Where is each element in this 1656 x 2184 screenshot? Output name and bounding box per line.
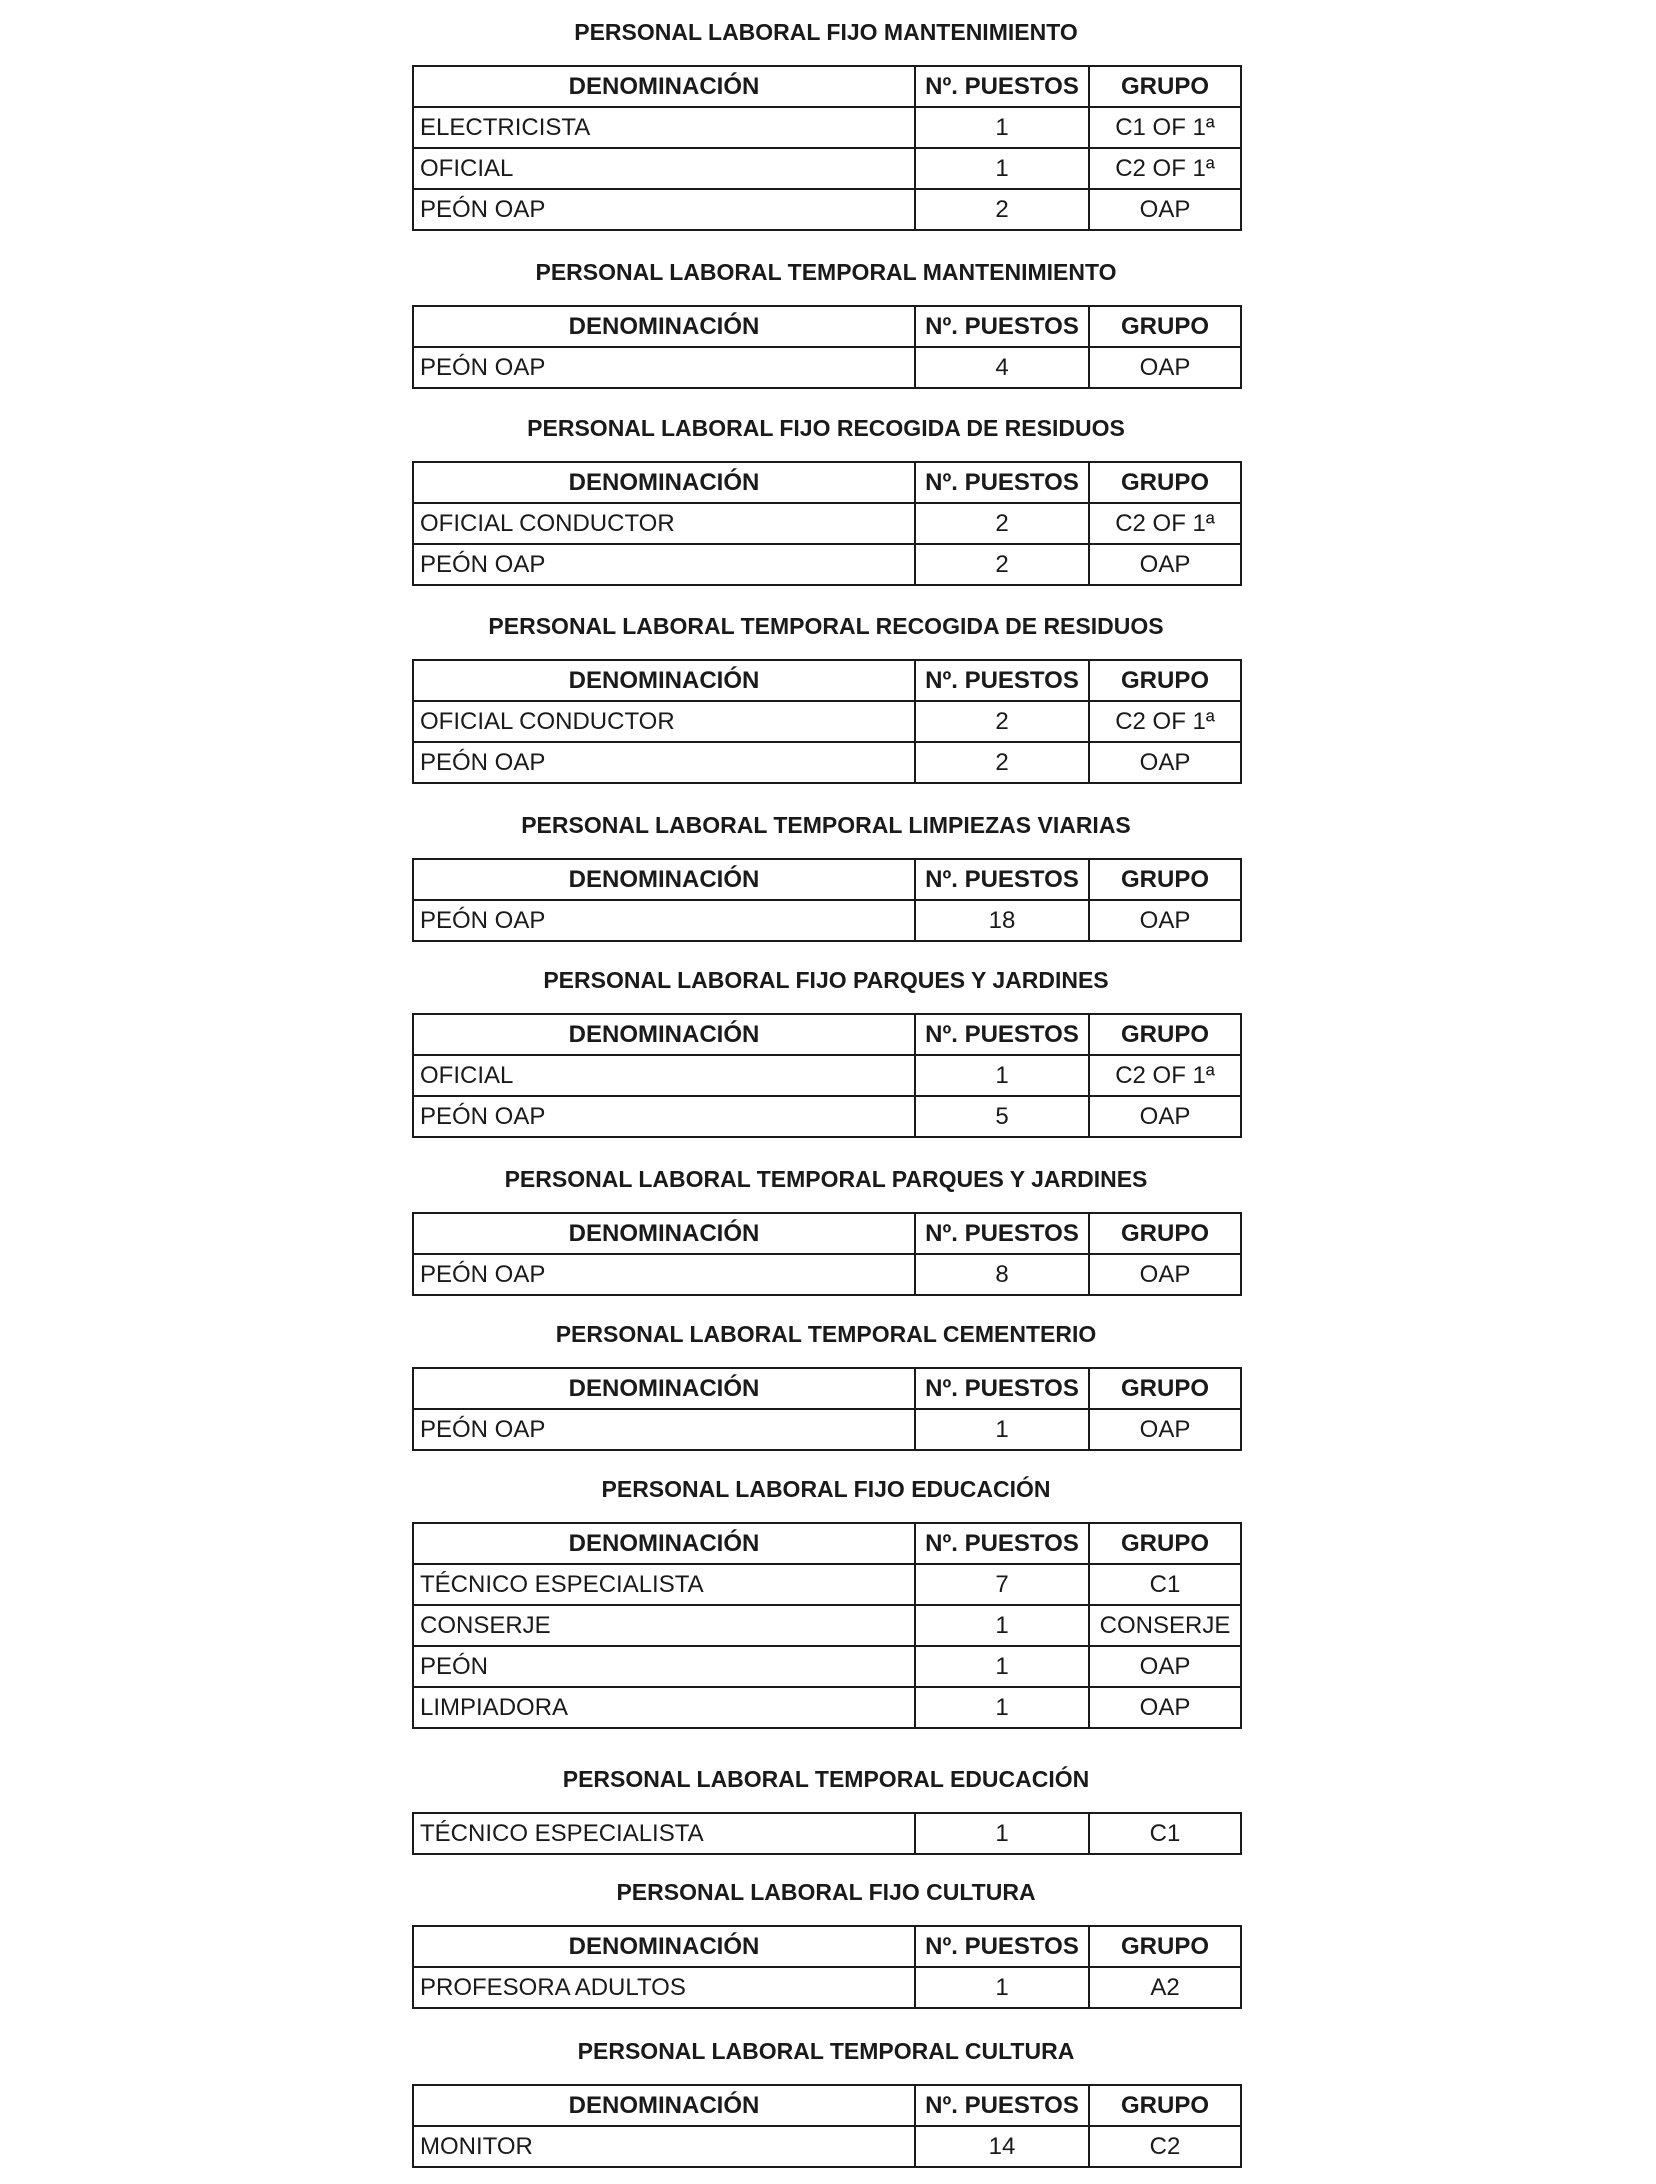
cell-grupo: OAP	[1089, 1646, 1241, 1687]
cell-grupo: OAP	[1089, 1687, 1241, 1728]
cell-denominacion: TÉCNICO ESPECIALISTA	[413, 1813, 915, 1854]
table-header-row	[413, 859, 1241, 900]
header-puestos: Nº. PUESTOS	[915, 2085, 1089, 2126]
header-grupo: GRUPO	[1089, 660, 1241, 701]
staff-table	[412, 1212, 1242, 1296]
cell-grupo: OAP	[1089, 347, 1241, 388]
cell-grupo: CONSERJE	[1089, 1605, 1241, 1646]
staff-section	[412, 812, 1240, 942]
header-puestos: Nº. PUESTOS	[915, 1213, 1089, 1254]
section-title: PERSONAL LABORAL FIJO PARQUES Y JARDINES	[543, 967, 1109, 993]
header-puestos: Nº. PUESTOS	[915, 66, 1089, 107]
cell-denominacion: OFICIAL CONDUCTOR	[413, 701, 915, 742]
staff-table	[412, 1522, 1242, 1729]
header-puestos: Nº. PUESTOS	[915, 1523, 1089, 1564]
header-denominacion: DENOMINACIÓN	[413, 66, 915, 107]
cell-puestos: 1	[915, 1409, 1089, 1450]
header-grupo: GRUPO	[1089, 1523, 1241, 1564]
cell-grupo: C1	[1089, 1564, 1241, 1605]
staff-table	[412, 1925, 1242, 2009]
staff-section	[412, 259, 1240, 389]
cell-grupo: OAP	[1089, 544, 1241, 585]
cell-puestos: 8	[915, 1254, 1089, 1295]
table-row	[413, 1564, 1241, 1605]
table-row	[413, 1055, 1241, 1096]
cell-denominacion: PEÓN OAP	[413, 189, 915, 230]
header-grupo: GRUPO	[1089, 66, 1241, 107]
section-title: PERSONAL LABORAL FIJO MANTENIMIENTO	[574, 19, 1078, 45]
cell-puestos: 1	[915, 107, 1089, 148]
cell-puestos: 1	[915, 1813, 1089, 1854]
header-grupo: GRUPO	[1089, 1926, 1241, 1967]
table-header-row	[413, 1368, 1241, 1409]
section-title: PERSONAL LABORAL TEMPORAL RECOGIDA DE RESIDUOS	[488, 613, 1164, 639]
staff-section	[412, 1879, 1240, 2009]
cell-grupo: OAP	[1089, 1254, 1241, 1295]
cell-denominacion: PEÓN OAP	[413, 544, 915, 585]
table-row	[413, 1409, 1241, 1450]
header-puestos: Nº. PUESTOS	[915, 1014, 1089, 1055]
cell-grupo: A2	[1089, 1967, 1241, 2008]
header-denominacion: DENOMINACIÓN	[413, 660, 915, 701]
section-title: PERSONAL LABORAL TEMPORAL EDUCACIÓN	[562, 1766, 1090, 1792]
cell-puestos: 2	[915, 503, 1089, 544]
table-header-row	[413, 1213, 1241, 1254]
header-puestos: Nº. PUESTOS	[915, 1926, 1089, 1967]
cell-puestos: 1	[915, 1605, 1089, 1646]
cell-grupo: C2	[1089, 2126, 1241, 2167]
cell-puestos: 1	[915, 1646, 1089, 1687]
table-row	[413, 148, 1241, 189]
cell-puestos: 18	[915, 900, 1089, 941]
staff-table	[412, 1367, 1242, 1451]
cell-denominacion: TÉCNICO ESPECIALISTA	[413, 1564, 915, 1605]
cell-denominacion: PEÓN OAP	[413, 742, 915, 783]
table-header-row	[413, 1523, 1241, 1564]
table-row	[413, 1646, 1241, 1687]
staff-section	[412, 2038, 1240, 2168]
table-header-row	[413, 66, 1241, 107]
table-row	[413, 900, 1241, 941]
cell-puestos: 1	[915, 148, 1089, 189]
staff-table	[412, 461, 1242, 586]
cell-grupo: OAP	[1089, 189, 1241, 230]
cell-denominacion: PEÓN	[413, 1646, 915, 1687]
staff-table	[412, 1013, 1242, 1138]
table-row	[413, 189, 1241, 230]
table-row	[413, 1605, 1241, 1646]
table-row	[413, 2126, 1241, 2167]
header-puestos: Nº. PUESTOS	[915, 306, 1089, 347]
header-denominacion: DENOMINACIÓN	[413, 462, 915, 503]
staff-section	[412, 1476, 1240, 1729]
cell-grupo: C2 OF 1ª	[1089, 503, 1241, 544]
table-header-row	[413, 1014, 1241, 1055]
header-denominacion: DENOMINACIÓN	[413, 1523, 915, 1564]
cell-denominacion: PEÓN OAP	[413, 1409, 915, 1450]
staff-section	[412, 1321, 1240, 1451]
table-row	[413, 1096, 1241, 1137]
header-puestos: Nº. PUESTOS	[915, 1368, 1089, 1409]
cell-denominacion: OFICIAL CONDUCTOR	[413, 503, 915, 544]
table-header-row	[413, 660, 1241, 701]
header-denominacion: DENOMINACIÓN	[413, 1014, 915, 1055]
header-puestos: Nº. PUESTOS	[915, 859, 1089, 900]
cell-grupo: OAP	[1089, 1096, 1241, 1137]
table-header-row	[413, 306, 1241, 347]
cell-grupo: OAP	[1089, 742, 1241, 783]
header-grupo: GRUPO	[1089, 1014, 1241, 1055]
section-title: PERSONAL LABORAL FIJO RECOGIDA DE RESIDUOS	[527, 415, 1125, 441]
staff-section	[412, 967, 1240, 1138]
cell-puestos: 2	[915, 189, 1089, 230]
staff-table	[412, 659, 1242, 784]
table-row	[413, 1967, 1241, 2008]
table-header-row	[413, 462, 1241, 503]
cell-puestos: 1	[915, 1687, 1089, 1728]
cell-puestos: 2	[915, 742, 1089, 783]
cell-denominacion: PEÓN OAP	[413, 1254, 915, 1295]
cell-denominacion: PEÓN OAP	[413, 1096, 915, 1137]
header-denominacion: DENOMINACIÓN	[413, 859, 915, 900]
cell-puestos: 1	[915, 1055, 1089, 1096]
header-grupo: GRUPO	[1089, 1368, 1241, 1409]
header-denominacion: DENOMINACIÓN	[413, 1213, 915, 1254]
cell-puestos: 4	[915, 347, 1089, 388]
cell-grupo: OAP	[1089, 1409, 1241, 1450]
header-grupo: GRUPO	[1089, 859, 1241, 900]
table-row	[413, 1813, 1241, 1854]
header-denominacion: DENOMINACIÓN	[413, 1368, 915, 1409]
cell-puestos: 7	[915, 1564, 1089, 1605]
cell-denominacion: CONSERJE	[413, 1605, 915, 1646]
cell-puestos: 2	[915, 544, 1089, 585]
staff-section	[412, 415, 1240, 586]
cell-denominacion: OFICIAL	[413, 148, 915, 189]
section-title: PERSONAL LABORAL TEMPORAL CEMENTERIO	[555, 1321, 1097, 1347]
section-title: PERSONAL LABORAL TEMPORAL CULTURA	[577, 2038, 1075, 2064]
cell-grupo: C1 OF 1ª	[1089, 107, 1241, 148]
table-header-row	[413, 2085, 1241, 2126]
cell-denominacion: PROFESORA ADULTOS	[413, 1967, 915, 2008]
table-row	[413, 701, 1241, 742]
cell-denominacion: PEÓN OAP	[413, 900, 915, 941]
cell-grupo: C1	[1089, 1813, 1241, 1854]
header-grupo: GRUPO	[1089, 462, 1241, 503]
table-row	[413, 742, 1241, 783]
header-puestos: Nº. PUESTOS	[915, 660, 1089, 701]
cell-puestos: 1	[915, 1967, 1089, 2008]
section-title: PERSONAL LABORAL FIJO EDUCACIÓN	[601, 1476, 1051, 1502]
cell-denominacion: PEÓN OAP	[413, 347, 915, 388]
cell-grupo: C2 OF 1ª	[1089, 1055, 1241, 1096]
cell-grupo: C2 OF 1ª	[1089, 701, 1241, 742]
section-title: PERSONAL LABORAL TEMPORAL LIMPIEZAS VIARIAS	[521, 812, 1131, 838]
cell-puestos: 14	[915, 2126, 1089, 2167]
cell-denominacion: LIMPIADORA	[413, 1687, 915, 1728]
table-row	[413, 503, 1241, 544]
section-title: PERSONAL LABORAL FIJO CULTURA	[616, 1879, 1036, 1905]
staff-section	[412, 19, 1240, 231]
cell-puestos: 5	[915, 1096, 1089, 1137]
cell-grupo: OAP	[1089, 900, 1241, 941]
header-denominacion: DENOMINACIÓN	[413, 306, 915, 347]
staff-table	[412, 65, 1242, 231]
staff-section	[412, 613, 1240, 784]
staff-table	[412, 305, 1242, 389]
section-title: PERSONAL LABORAL TEMPORAL MANTENIMIENTO	[535, 259, 1117, 285]
section-title: PERSONAL LABORAL TEMPORAL PARQUES Y JARDINES	[504, 1166, 1148, 1192]
cell-denominacion: OFICIAL	[413, 1055, 915, 1096]
table-row	[413, 107, 1241, 148]
header-puestos: Nº. PUESTOS	[915, 462, 1089, 503]
table-header-row	[413, 1926, 1241, 1967]
staff-table	[412, 1812, 1242, 1855]
table-row	[413, 1687, 1241, 1728]
header-grupo: GRUPO	[1089, 306, 1241, 347]
cell-denominacion: MONITOR	[413, 2126, 915, 2167]
staff-table	[412, 858, 1242, 942]
staff-table	[412, 2084, 1242, 2168]
table-row	[413, 347, 1241, 388]
table-row	[413, 544, 1241, 585]
cell-denominacion: ELECTRICISTA	[413, 107, 915, 148]
header-denominacion: DENOMINACIÓN	[413, 2085, 915, 2126]
header-grupo: GRUPO	[1089, 1213, 1241, 1254]
staff-section	[412, 1766, 1240, 1855]
header-grupo: GRUPO	[1089, 2085, 1241, 2126]
staff-section	[412, 1166, 1240, 1296]
cell-grupo: C2 OF 1ª	[1089, 148, 1241, 189]
header-denominacion: DENOMINACIÓN	[413, 1926, 915, 1967]
table-row	[413, 1254, 1241, 1295]
cell-puestos: 2	[915, 701, 1089, 742]
